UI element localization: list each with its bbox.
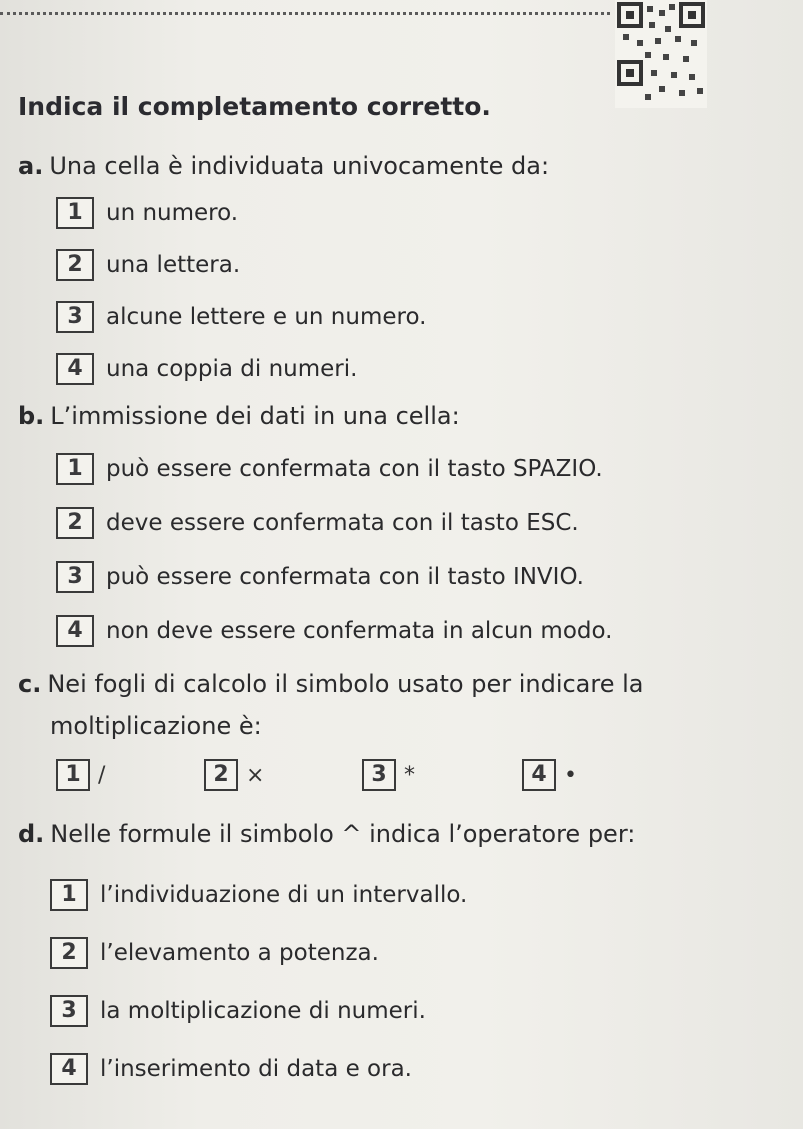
option-symbol: /: [98, 762, 106, 788]
option-b4[interactable]: [56, 614, 612, 648]
option-b1[interactable]: [56, 452, 603, 486]
option-d3[interactable]: [50, 994, 426, 1028]
question-letter: a.: [18, 152, 44, 180]
question-c-line2: [50, 712, 262, 740]
question-text: Nelle formule il simbolo ^ indica l’operatore per:: [50, 820, 636, 848]
option-number: 4: [56, 353, 94, 385]
option-a1[interactable]: [56, 196, 238, 230]
option-number: 2: [56, 249, 94, 281]
option-text: la moltiplicazione di numeri.: [100, 998, 426, 1024]
option-number: 4: [50, 1053, 88, 1085]
option-a3[interactable]: [56, 300, 426, 334]
option-b2[interactable]: [56, 506, 579, 540]
option-a4[interactable]: [56, 352, 357, 386]
question-text-line2: moltiplicazione è:: [50, 712, 262, 740]
option-number: 1: [56, 453, 94, 485]
option-text: non deve essere confermata in alcun modo.: [106, 618, 613, 644]
option-text: un numero.: [106, 200, 239, 226]
question-letter: b.: [18, 402, 45, 430]
option-text: può essere confermata con il tasto SPAZIO.: [106, 456, 603, 482]
option-c1[interactable]: [56, 758, 105, 792]
question-c: [18, 670, 644, 698]
option-c2[interactable]: [204, 758, 264, 792]
option-text: può essere confermata con il tasto INVIO.: [106, 564, 584, 590]
question-letter: d.: [18, 820, 45, 848]
option-number: 1: [56, 759, 90, 791]
option-number: 1: [56, 197, 94, 229]
option-number: 2: [50, 937, 88, 969]
option-d1[interactable]: [50, 878, 467, 912]
question-b: [18, 402, 460, 430]
option-b3[interactable]: [56, 560, 584, 594]
question-a: [18, 152, 549, 180]
option-c3[interactable]: [362, 758, 415, 792]
question-d: [18, 820, 635, 848]
option-number: 4: [522, 759, 556, 791]
option-symbol: *: [404, 762, 415, 788]
option-number: 1: [50, 879, 88, 911]
option-symbol: •: [564, 762, 577, 788]
option-text: l’inserimento di data e ora.: [100, 1056, 412, 1082]
option-number: 3: [50, 995, 88, 1027]
question-text-line1: Nei fogli di calcolo il simbolo usato per indicare la: [47, 670, 644, 698]
option-text: una lettera.: [106, 252, 241, 278]
qr-code-icon: [615, 0, 707, 108]
page-title: Indica il completamento corretto.: [18, 92, 491, 121]
option-number: 2: [204, 759, 238, 791]
option-text: l’individuazione di un intervallo.: [100, 882, 468, 908]
option-number: 3: [56, 301, 94, 333]
option-d2[interactable]: [50, 936, 379, 970]
option-number: 4: [56, 615, 94, 647]
dotted-rule: [0, 12, 610, 15]
option-number: 3: [362, 759, 396, 791]
option-d4[interactable]: [50, 1052, 412, 1086]
question-text: L’immissione dei dati in una cella:: [50, 402, 460, 430]
option-text: alcune lettere e un numero.: [106, 304, 427, 330]
option-number: 3: [56, 561, 94, 593]
option-text: deve essere confermata con il tasto ESC.: [106, 510, 579, 536]
option-text: l’elevamento a potenza.: [100, 940, 379, 966]
option-c4[interactable]: [522, 758, 577, 792]
question-letter: c.: [18, 670, 42, 698]
option-a2[interactable]: [56, 248, 240, 282]
option-number: 2: [56, 507, 94, 539]
question-text: Una cella è individuata univocamente da:: [49, 152, 550, 180]
option-text: una coppia di numeri.: [106, 356, 358, 382]
option-symbol: ×: [246, 762, 265, 788]
